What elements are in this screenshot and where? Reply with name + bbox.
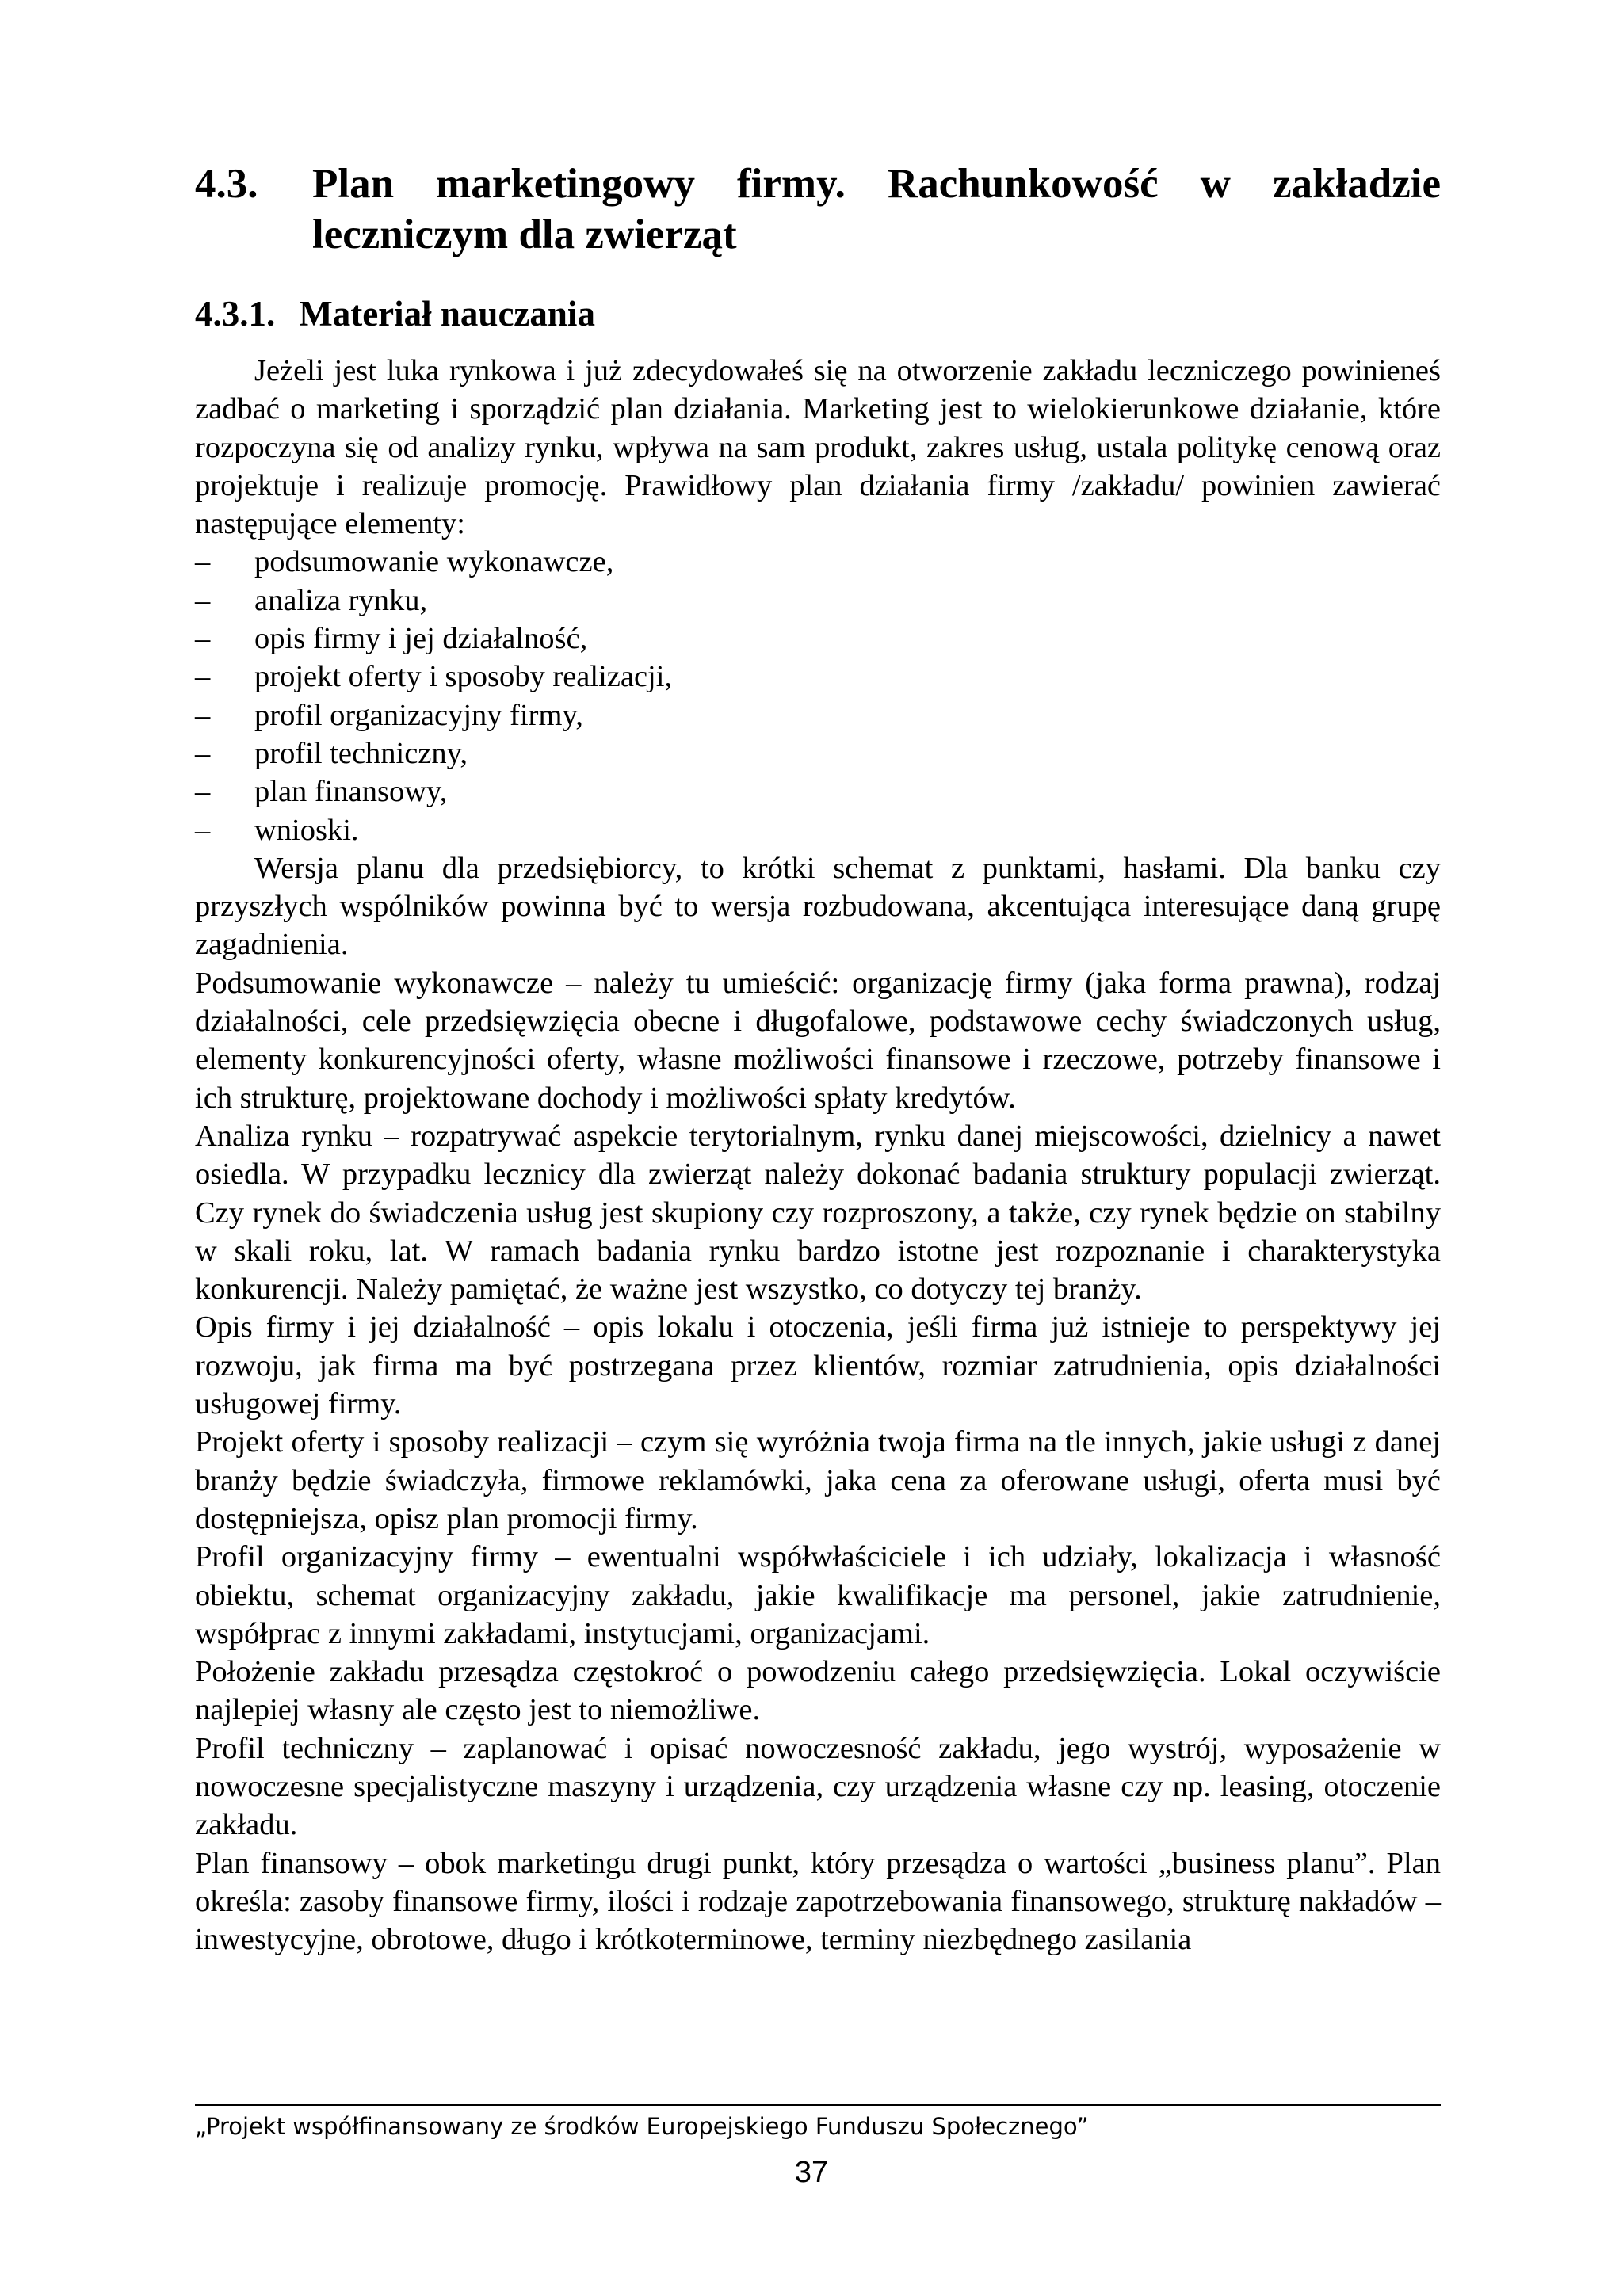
list-dash: –	[195, 545, 211, 579]
plan-elements-list	[195, 543, 1441, 849]
section-number: 4.3.	[195, 161, 258, 207]
paragraph-financial: Plan finansowy – obok marketingu drugi punkt, który przesądza o wartości „business planu”. Plan określa: zasoby finansowe firmy, ilości i rodzaje zapotrzebowania finansowego, strukturę nakładów – inwestycyjne, obrotowe, długo i krótkoterminowe, terminy niezbędnego zasilania	[195, 1846, 1441, 1957]
paragraph-intro: Jeżeli jest luka rynkowa i już zdecydowałeś się na otworzenie zakładu leczniczego powinieneś zadbać o marketing i sporządzić plan działania. Marketing jest to wielokierunkowe działanie, które rozpoczyna się od analizy rynku, wpływa na sam produkt, zakres usług, ustala politykę cenową oraz projektuje i realizuje promocję. Prawidłowy plan działania firmy /zakładu/ powinien zawierać następujące elementy:	[195, 354, 1441, 541]
list-dash: –	[195, 622, 211, 656]
list-dash: –	[195, 660, 211, 694]
list-item: – profil techniczny,	[195, 734, 1441, 772]
paragraph-market: Analiza rynku – rozpatrywać aspekcie terytorialnym, rynku danej miejscowości, dzielnicy a nawet osiedla. W przypadku lecznicy dla zwierząt należy dokonać badania struktury populacji zwierząt. Czy rynek do świadczenia usług jest skupiony czy rozproszony, a także, czy rynek będzie on stabilny w skali roku, lat. W ramach badania rynku bardzo istotne jest rozpoznanie i charakterystyka konkurencji. Należy pamiętać, że ważne jest wszystko, co dotyczy tej branży.	[195, 1119, 1441, 1306]
subsection-number: 4.3.1.	[195, 294, 276, 334]
paragraph-location: Położenie zakładu przesądza częstokroć o powodzeniu całego przedsięwzięcia. Lokal oczywiście najlepiej własny ale często jest to niemożliwe.	[195, 1655, 1441, 1727]
section-title: Plan marketingowy firmy. Rachunkowość w zakładzie leczniczym dla zwierząt	[312, 161, 1441, 257]
list-item: – profil organizacyjny firmy,	[195, 696, 1441, 734]
paragraph-technical: Profil techniczny – zaplanować i opisać nowoczesność zakładu, jego wystrój, wyposażenie w nowoczesne specjalistyczne maszyny i urządzenia, czy urządzenia własne czy np. leasing, otoczenie zakładu.	[195, 1731, 1441, 1842]
paragraph-organization: Profil organizacyjny firmy – ewentualni współwłaściciele i ich udziały, lokalizacja i własność obiektu, schemat organizacyjny zakładu, jakie kwalifikacje ma personel, jakie zatrudnienie, współprac z innymi zakładami, instytucjami, organizacjami.	[195, 1540, 1441, 1650]
list-item: – wnioski.	[195, 811, 1441, 849]
list-item: – podsumowanie wykonawcze,	[195, 543, 1441, 581]
list-item: – analiza rynku,	[195, 582, 1441, 620]
list-dash: –	[195, 698, 211, 732]
list-dash: –	[195, 813, 211, 847]
list-dash: –	[195, 775, 211, 809]
list-item: – opis firmy i jej działalność,	[195, 620, 1441, 658]
subsection-title: Materiał nauczania	[299, 294, 595, 334]
paragraph-version: Wersja planu dla przedsiębiorcy, to krótki schemat z punktami, hasłami. Dla banku czy przyszłych wspólników powinna być to wersja rozbudowana, akcentująca interesujące daną grupę zagadnienia.	[195, 851, 1441, 962]
list-item: – plan finansowy,	[195, 772, 1441, 810]
list-item: – projekt oferty i sposoby realizacji,	[195, 658, 1441, 696]
paragraph-company: Opis firmy i jej działalność – opis lokalu i otoczenia, jeśli firma już istnieje to perspektywy jej rozwoju, jak firma ma być postrzegana przez klientów, rozmiar zatrudnienia, opis działalności usługowej firmy.	[195, 1310, 1441, 1421]
paragraph-summary: Podsumowanie wykonawcze – należy tu umieścić: organizację firmy (jaka forma prawna), rodzaj działalności, cele przedsięwzięcia obecne i długofalowe, podstawowe cechy świadczonych usług, elementy konkurencyjności oferty, własne możliwości finansowe i rzeczowe, potrzeby finansowe i ich strukturę, projektowane dochody i możliwości spłaty kredytów.	[195, 966, 1441, 1115]
subsection-heading	[195, 292, 595, 336]
body-text	[195, 352, 1441, 1958]
list-dash: –	[195, 736, 211, 770]
paragraph-offer: Projekt oferty i sposoby realizacji – czym się wyróżnia twoja firma na tle innych, jakie usługi z danej branży będzie świadczyła, firmowe reklamówki, jaka cena za oferowane usługi, oferta musi być dostępniejsza, opisz plan promocji firmy.	[195, 1425, 1441, 1535]
list-dash: –	[195, 583, 211, 617]
footer-divider	[195, 2104, 1441, 2106]
footer-text: „Projekt współfinansowany ze środków Europejskiego Funduszu Społecznego”	[195, 2113, 1089, 2140]
page-number: 37	[794, 2156, 829, 2189]
section-heading	[195, 158, 1441, 260]
